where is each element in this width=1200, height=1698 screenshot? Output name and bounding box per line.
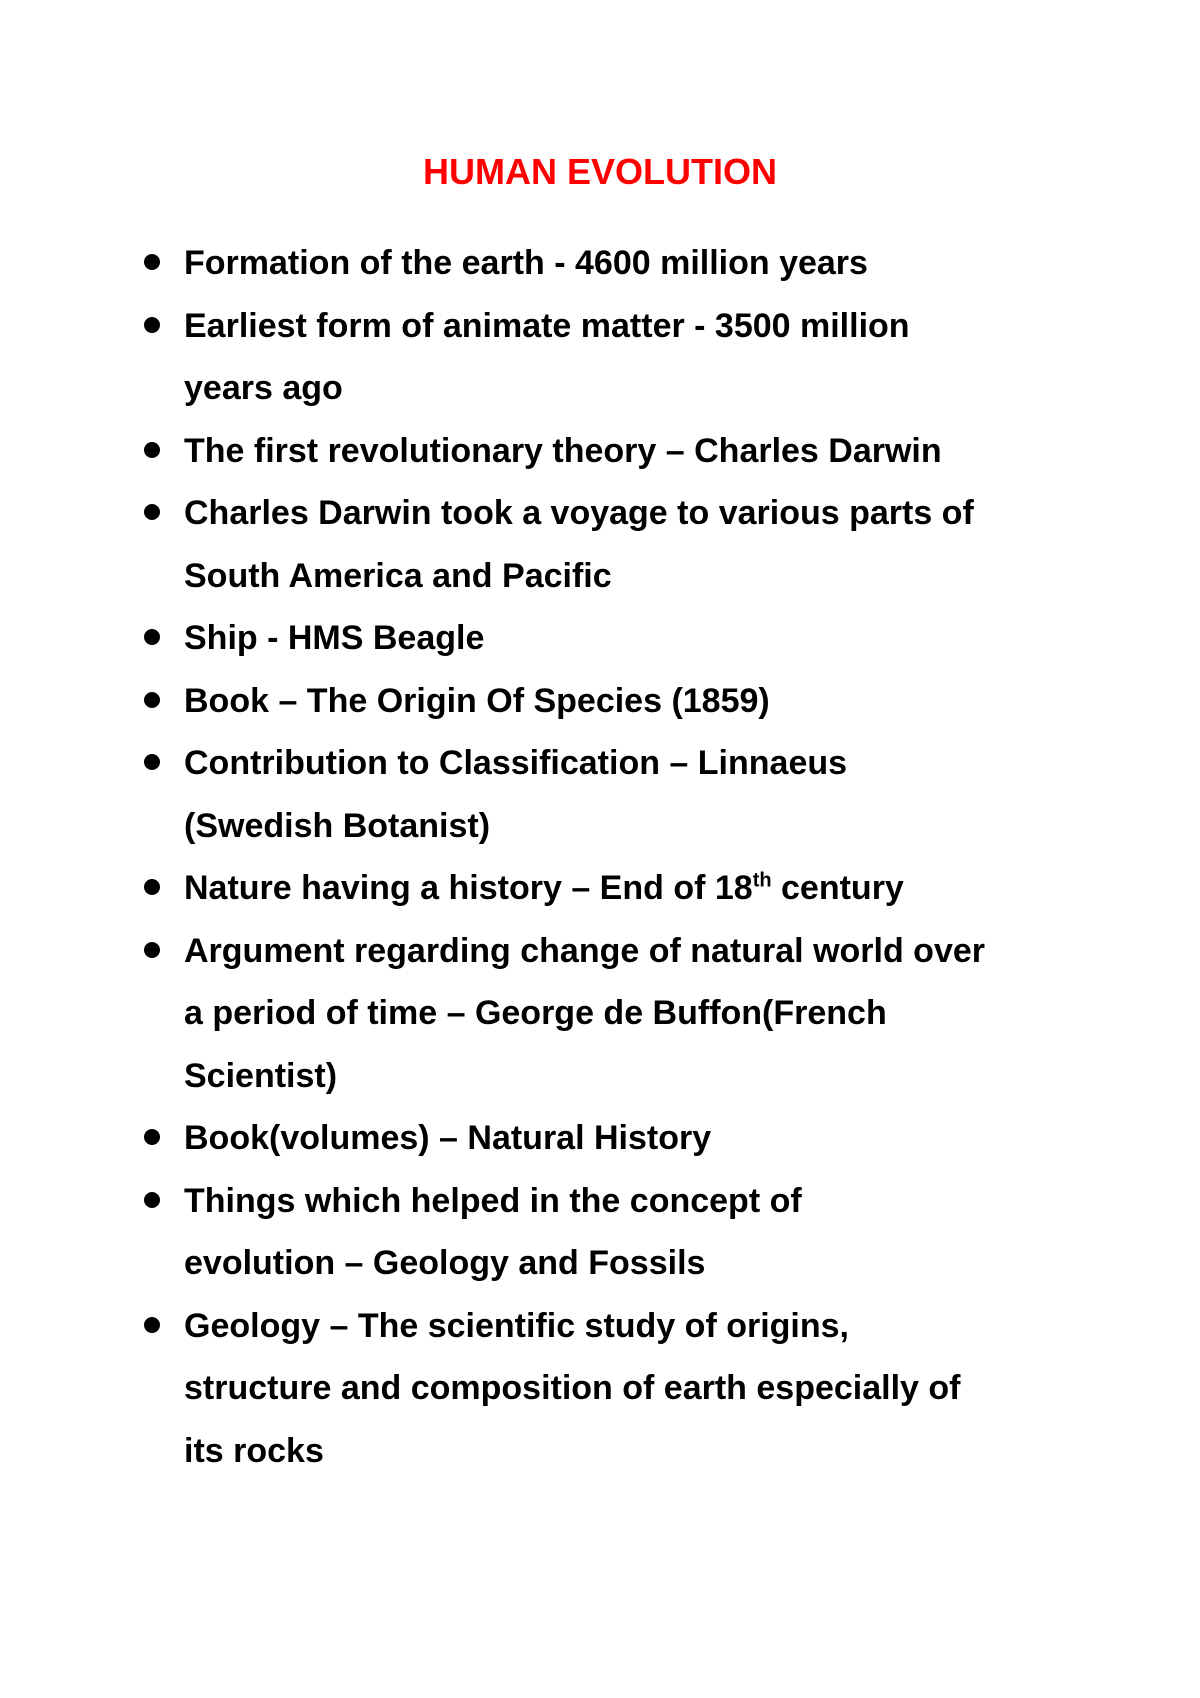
list-item bbox=[140, 607, 1100, 670]
list-item-text: Geology – The scientific study of origins, structure and composition of earth especially of its rocks bbox=[184, 1306, 961, 1470]
bullet-icon bbox=[144, 754, 160, 770]
list-item-text: Things which helped in the concept of evolution – Geology and Fossils bbox=[184, 1181, 802, 1282]
list-item-text: Ship - HMS Beagle bbox=[184, 619, 485, 657]
list-item-text: The first revolutionary theory – Charles Darwin bbox=[184, 431, 942, 470]
list-item bbox=[140, 482, 1004, 607]
bullet-icon bbox=[144, 1192, 160, 1208]
list-item bbox=[140, 1295, 1004, 1483]
bullet-icon bbox=[144, 504, 160, 520]
bullet-list bbox=[140, 232, 1100, 1482]
list-item-text-main: Nature having a history – End of 18 bbox=[184, 869, 753, 907]
list-item bbox=[140, 232, 1100, 295]
list-item bbox=[140, 1107, 1100, 1170]
bullet-icon bbox=[144, 629, 160, 645]
list-item bbox=[140, 1170, 944, 1295]
bullet-icon bbox=[144, 692, 160, 708]
bullet-icon bbox=[144, 1317, 160, 1333]
list-item-text: Formation of the earth - 4600 million years bbox=[184, 244, 868, 282]
list-item bbox=[140, 732, 944, 857]
list-item bbox=[140, 295, 984, 420]
bullet-icon bbox=[144, 879, 160, 895]
list-item-text: Charles Darwin took a voyage to various parts of South America and Pacific bbox=[184, 494, 974, 595]
list-item-text: Earliest form of animate matter - 3500 million years ago bbox=[184, 306, 910, 407]
list-item bbox=[140, 420, 1100, 483]
list-item-text: Argument regarding change of natural world over a period of time – George de Buffon(French Scientist) bbox=[184, 931, 985, 1095]
bullet-icon bbox=[144, 317, 160, 333]
list-item bbox=[140, 670, 1100, 733]
bullet-icon bbox=[144, 254, 160, 270]
ordinal-superscript: th bbox=[752, 869, 772, 892]
bullet-icon bbox=[144, 1129, 160, 1145]
list-item-text: Book(volumes) – Natural History bbox=[184, 1119, 712, 1157]
bullet-icon bbox=[144, 442, 160, 458]
list-item-text: Book – The Origin Of Species (1859) bbox=[184, 681, 770, 720]
list-item-text: Contribution to Classification – Linnaeus (Swedish Botanist) bbox=[184, 744, 848, 845]
page-title: HUMAN EVOLUTION bbox=[423, 151, 777, 192]
list-item bbox=[140, 857, 1100, 920]
list-item bbox=[140, 920, 994, 1108]
bullet-icon bbox=[144, 942, 160, 958]
list-item-text bbox=[184, 869, 904, 907]
list-item-text-tail: century bbox=[771, 869, 904, 907]
